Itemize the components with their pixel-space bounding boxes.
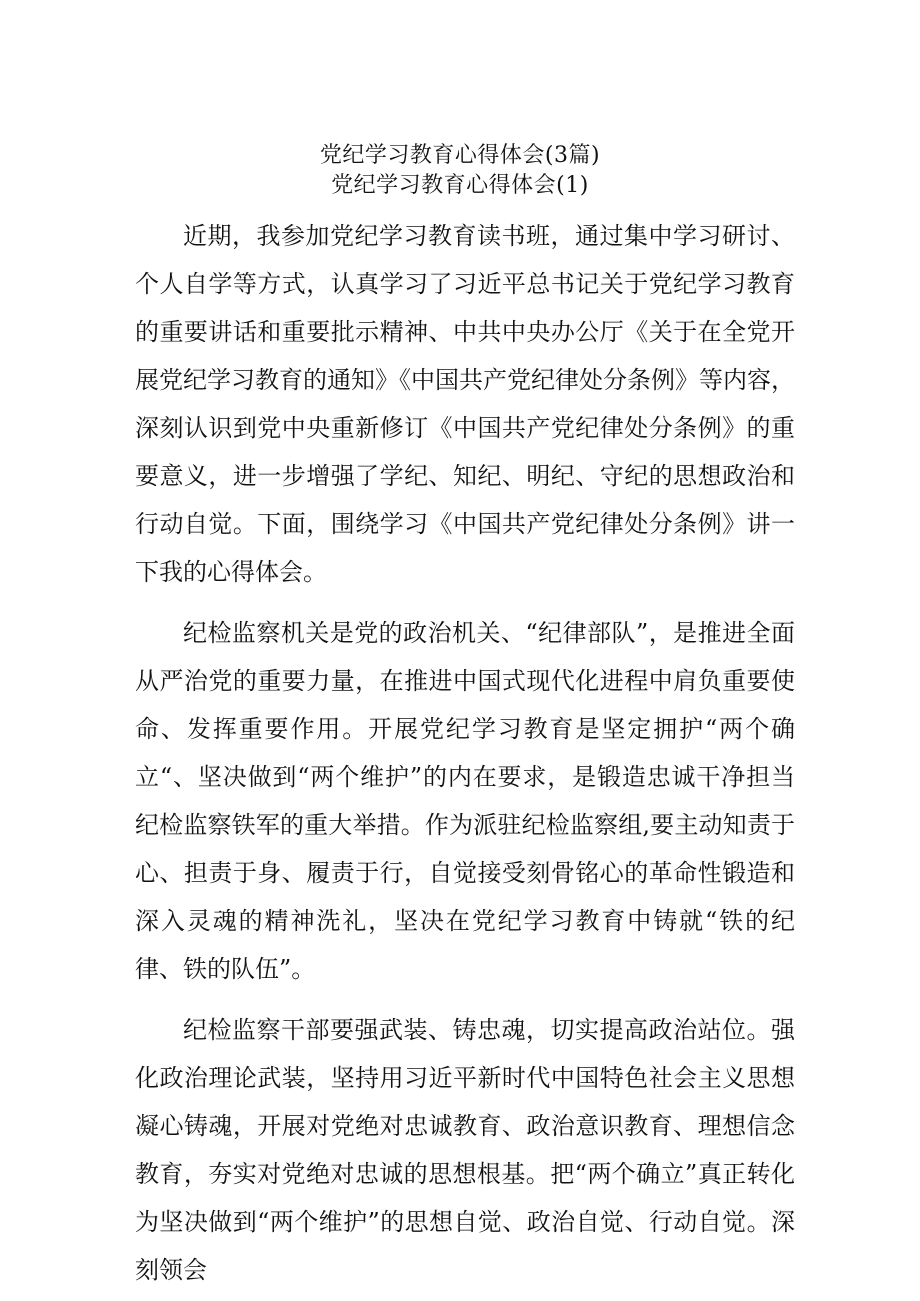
paragraph-3: 纪检监察干部要强武装、铸忠魂，切实提高政治站位。强化政治理论武装，坚持用习近平新时代中国特色社会主义思想凝心铸魂，开展对党绝对忠诚教育、政治意识教育、理想信念教育，夯实对党绝对忠诚的思想根基。把“两个确立”真正转化为坚决做到“两个维护”的思想自觉、政治自觉、行动自觉。深刻领会: [135, 1016, 795, 1284]
document-subtitle: 党纪学习教育心得体会(1): [331, 173, 589, 198]
document-title: 党纪学习教育心得体会(3篇): [319, 143, 601, 168]
paragraph-2: 纪检监察机关是党的政治机关、“纪律部队”，是推进全面从严治党的重要力量，在推进中国式现代化进程中肩负重要使命、发挥重要作用。开展党纪学习教育是坚定拥护“两个确立“、坚决做到“两个维护”的内在要求，是锻造忠诚干净担当纪检监察铁军的重大举措。作为派驻纪检监察组,要主动知责于心、担责于身、履责于行，自觉接受刻骨铭心的革命性锻造和深入灵魂的精神洗礼，坚决在党纪学习教育中铸就“铁的纪律、铁的队伍”。: [135, 619, 795, 983]
paragraph-1: 近期，我参加党纪学习教育读书班，通过集中学习研讨、个人自学等方式，认真学习了习近平总书记关于党纪学习教育的重要讲话和重要批示精神、中共中央办公厅《关于在全党开展党纪学习教育的通知》《中国共产党纪律处分条例》等内容，深刻认识到党中央重新修订《中国共产党纪律处分条例》的重要意义，进一步增强了学纪、知纪、明纪、守纪的思想政治和行动自觉。下面，围绕学习《中国共产党纪律处分条例》讲一下我的心得体会。: [135, 222, 795, 586]
document-body: [135, 212, 795, 1294]
title-block: [0, 141, 920, 201]
